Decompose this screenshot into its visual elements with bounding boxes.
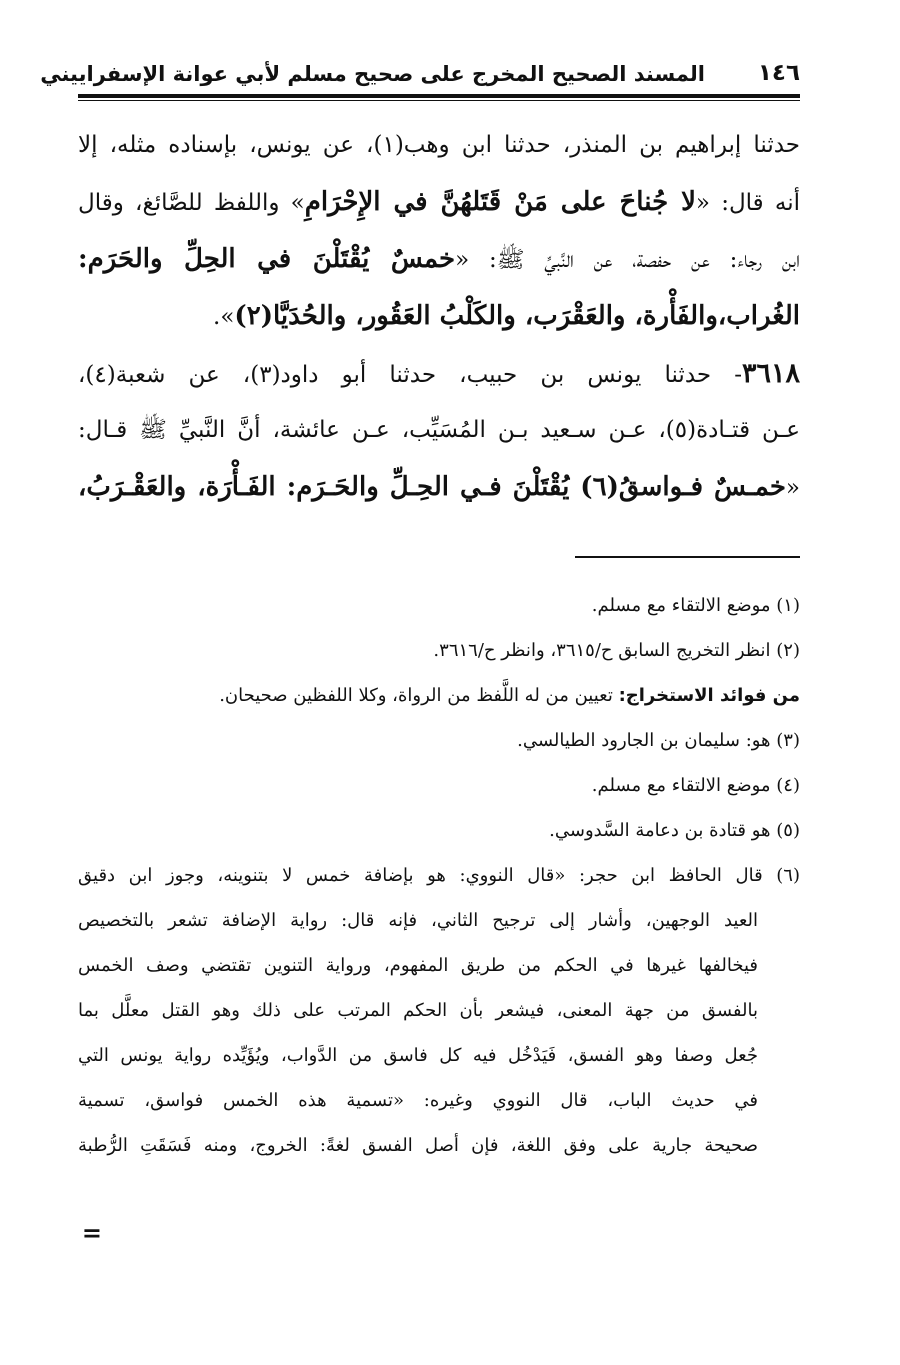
book-title: المسند الصحيح المخرج على صحيح مسلم لأبي عوانة الإسفراييني bbox=[40, 62, 705, 86]
page-header bbox=[40, 60, 800, 92]
text-line bbox=[78, 174, 800, 231]
footnote: (١) موضع الالتقاء مع مسلم. bbox=[591, 595, 800, 616]
header-rule-thick bbox=[78, 94, 800, 98]
text-span: - حدثنا يونس بن حبيب، حدثنا أبو داود(٣)، عن شعبة(٤)، bbox=[78, 362, 742, 388]
footnote-separator bbox=[575, 556, 800, 558]
hadith-quote: لا جُناحَ على مَنْ قَتَلهُنَّ في الإِحْرَامِ bbox=[304, 187, 696, 217]
hadith-quote: خمـسٌ فـواسقُ(٦) يُقْتَلْنَ فـي الحِـلِّ والحَـرَم: الفَـأْرَة، والعَقْـرَبُ، bbox=[78, 472, 786, 502]
text-span: « bbox=[785, 475, 800, 501]
text-line bbox=[78, 288, 800, 345]
text-span: ابن رجاء: عن حفصة، عن النَّبيِّ ﷺ: « bbox=[455, 247, 800, 273]
text-span: ». bbox=[213, 304, 235, 330]
text-line bbox=[78, 231, 800, 288]
benefit-label: من فوائد الاستخراج: bbox=[618, 685, 800, 706]
footnote-continuation: بالفسق من جهة المعنى، فيشعر بأن الحكم المرتب على ذلك وهو القتل معلَّل بما bbox=[78, 1000, 758, 1021]
text-line bbox=[78, 345, 800, 402]
hadith-quote: خمسٌ يُقْتَلْنَ في الحِلِّ والحَرَم: bbox=[78, 244, 456, 274]
footnote: (٤) موضع الالتقاء مع مسلم. bbox=[591, 775, 800, 796]
text-span: أنه قال: « bbox=[695, 190, 800, 216]
footnote: (٣) هو: سليمان بن الجارود الطيالسي. bbox=[517, 730, 800, 751]
footnote: (٢) انظر التخريج السابق ح/٣٦١٥، وانظر ح/٣٦١٦. bbox=[433, 640, 800, 661]
footnote-continuation: جُعل وصفا وهو الفسق، فَيَدْخُل فيه كل فاسق من الدَّواب، ويُؤَيِّده رواية يونس التي bbox=[78, 1045, 758, 1066]
text-span: » واللفظ للصَّائغ، وقال bbox=[78, 190, 305, 216]
benefit-text: تعيين من له اللَّفظ من الرواة، وكلا اللفظين صحيحان. bbox=[219, 685, 619, 706]
extraction-benefit bbox=[78, 673, 800, 718]
text-line: عـن قتـادة(٥)، عـن سـعيد بـن المُسَيِّب، عـن عائشة، أنَّ النَّبيِّ ﷺ قـال: bbox=[78, 417, 800, 443]
hadith-quote: الغُراب،والفَأْرة، والعَقْرَب، والكَلْبُ العَقُور، والحُدَيَّا(٢) bbox=[234, 301, 800, 331]
continuation-mark: = bbox=[81, 1218, 102, 1247]
footnote-continuation: العيد الوجهين، وأشار إلى ترجيح الثاني، فإنه قال: رواية الإضافة تشعر بالتخصيص bbox=[78, 910, 758, 931]
footnotes bbox=[78, 583, 800, 1168]
page-number: ١٤٦ bbox=[757, 60, 800, 86]
text-line bbox=[78, 459, 800, 516]
footnote-continuation: فيخالفها غيرها في الحكم من طريق المفهوم، ورواية التنوين تقتضي وصف الخمس bbox=[78, 955, 758, 976]
header-rule-thin bbox=[78, 100, 800, 101]
footnote-continuation: صحيحة جارية على وفق اللغة، فإن أصل الفسق لغةً: الخروج، ومنه فَسَقَتِ الرُّطبة bbox=[78, 1135, 758, 1156]
hadith-number: ٣٦١٨ bbox=[741, 358, 800, 389]
text-line: حدثنا إبراهيم بن المنذر، حدثنا ابن وهب(١)، عن يونس، بإسناده مثله، إلا bbox=[78, 132, 801, 158]
main-text bbox=[78, 117, 800, 516]
footnote-continuation: في حديث الباب، قال النووي وغيره: «تسمية هذه الخمس فواسق، تسمية bbox=[78, 1090, 758, 1111]
footnote: (٦) قال الحافظ ابن حجر: «قال النووي: هو بإضافة خمس لا بتنوينه، وجوز ابن دقيق bbox=[78, 865, 800, 886]
footnote: (٥) هو قتادة بن دعامة السَّدوسي. bbox=[549, 820, 800, 841]
